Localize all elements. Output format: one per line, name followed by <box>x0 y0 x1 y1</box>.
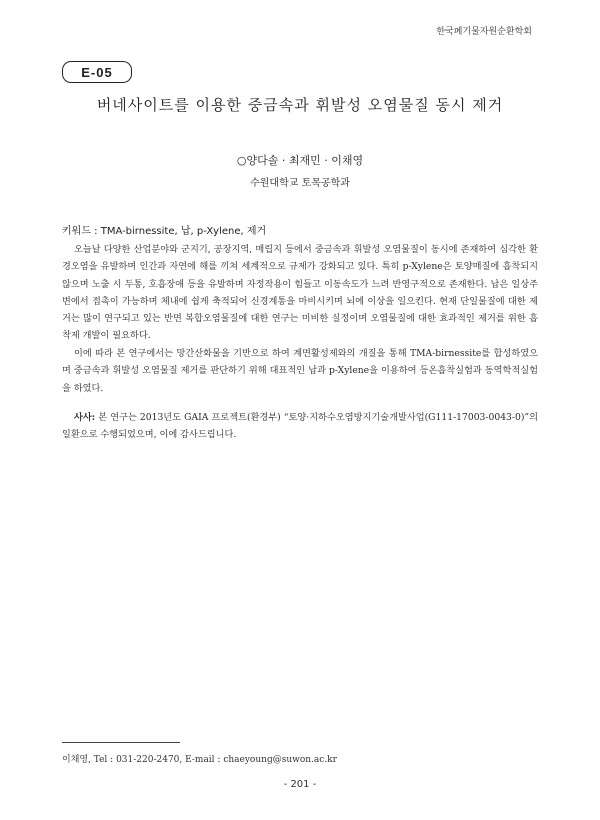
paragraph-text: 오늘날 다양한 산업분야와 군지기, 공장지역, 매립지 등에서 중금속과 휘발성 오염물질이 동시에 존재하여 심각한 환경오염을 유발하며 인간과 자연에 해를 끼쳐 세계적으로 규제가 강화되고 있다. 특히 p-Xylene은 토양매질에 흡착되지 않으며 노출 시 두통, 호흡장애 등을 유발하며 자정작용이 힘들고 이동속도가 느려 반영구적으로 존재한다. 납은 일상주변에서 접촉이 가능하며 체내에 쉽게 축적되어 신경계통을 마비시키며 뇌에 이상을 일으킨다. 현재 단일물질에 대한 제거는 많이 연구되고 있는 반면 복합오염물질에 대한 연구는 미비한 실정이며 오염물질에 대한 효과적인 제거를 위한 흡착제 개발이 필요하다. <box>62 244 538 342</box>
acknowledgment-text: 본 연구는 2013년도 GAIA 프로젝트(환경부) “토양·지하수오염방지기술개발사업(G111-17003-0043-0)”의 일환으로 수행되었으며, 이에 감사드립니다. <box>62 412 538 441</box>
author-list: ○양다솔 · 최재민 · 이채영 <box>236 154 364 167</box>
acknowledgment-label: 사사: <box>74 412 96 423</box>
affiliation: 수원대학교 토목공학과 <box>250 178 350 189</box>
paper-code-badge: E-05 <box>62 61 132 83</box>
footnote-divider <box>62 742 180 743</box>
society-header: 한국폐기물자원순환학회 <box>436 27 532 37</box>
paper-title: 버네사이트를 이용한 중금속과 휘발성 오염물질 동시 제거 <box>96 96 504 114</box>
keywords: 키워드 : TMA-birnessite, 납, p-Xylene, 제거 <box>62 226 267 237</box>
page-number: - 201 - <box>283 779 317 790</box>
footnote-contact: 이채영, Tel : 031-220-2470, E-mail : chaeyoung@suwon.ac.kr <box>62 755 337 765</box>
body-paragraph-1 <box>62 241 538 345</box>
paragraph-text: 이에 따라 본 연구에서는 망간산화물을 기반으로 하여 계면활성제와의 개질을 통해 TMA-birnessite를 합성하였으며 중금속과 휘발성 오염물질 제거를 판단하기 위해 대표적인 납과 p-Xylene을 이용하여 등온흡착실험과 동역학적실험을 하였다. <box>62 348 538 394</box>
body-paragraph-2 <box>62 345 538 397</box>
acknowledgment <box>62 409 538 444</box>
